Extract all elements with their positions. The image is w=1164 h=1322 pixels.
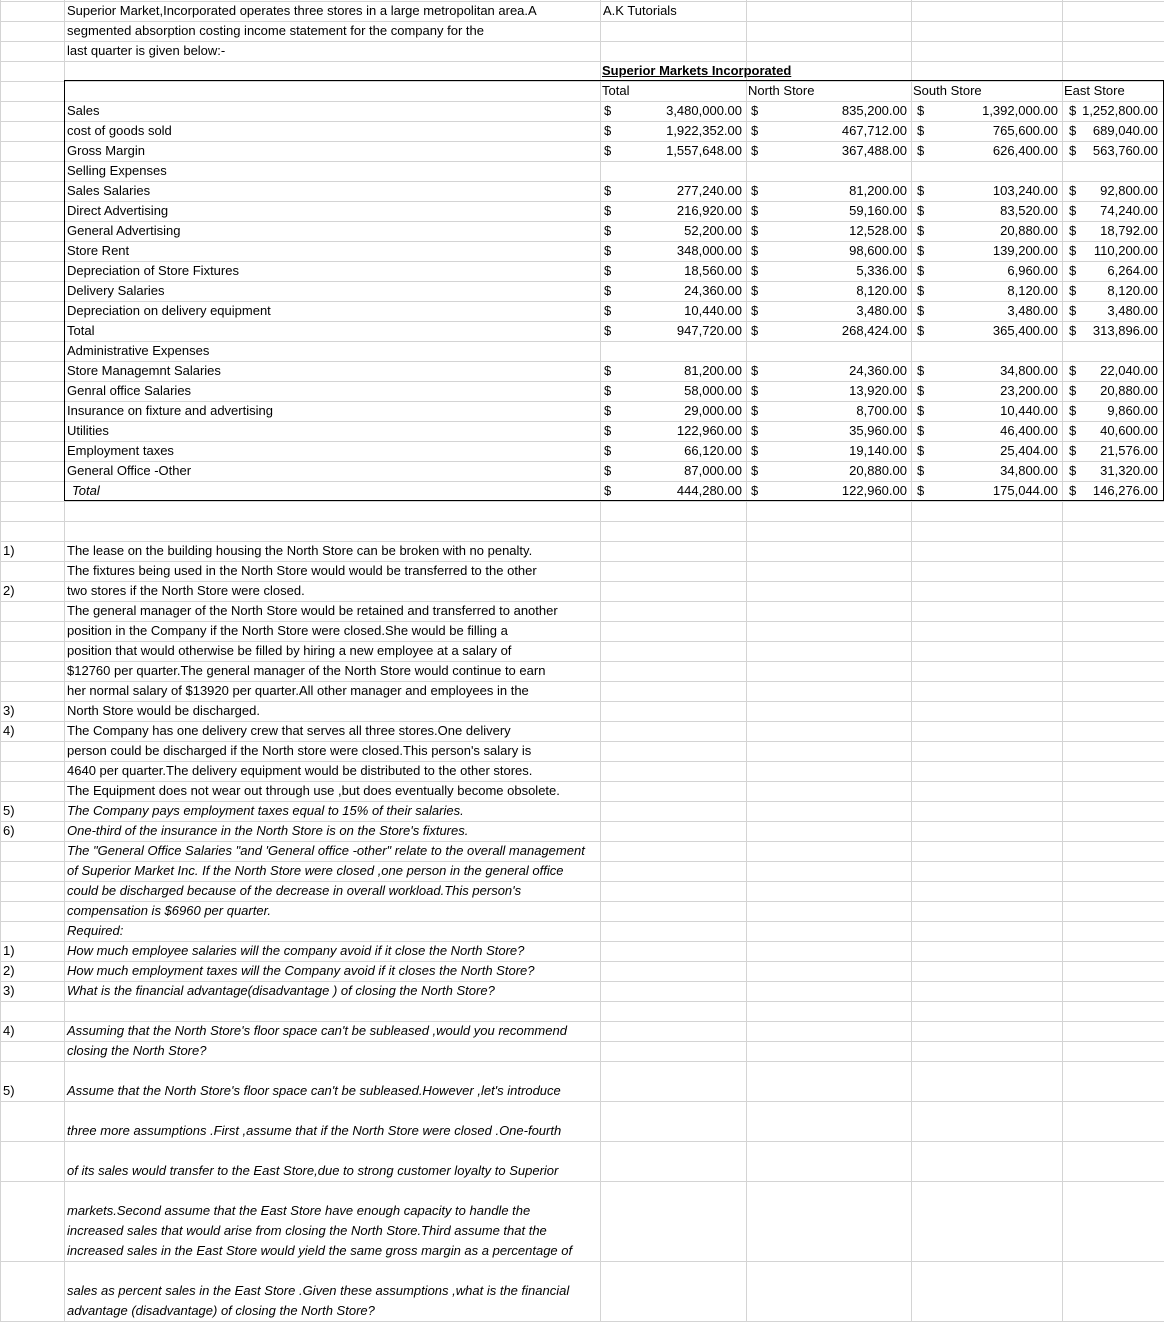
grid-col-line	[0, 0, 1, 1321]
note-marker: 5)	[3, 803, 15, 818]
row-label: General Office -Other	[67, 463, 192, 478]
value-total: 3,480,000.00	[666, 103, 742, 118]
note-text: The Company pays employment taxes equal to 15% of their salaries.	[67, 803, 464, 818]
note-text: How much employee salaries will the company avoid if it close the North Store?	[67, 943, 525, 958]
note-marker: 2)	[3, 963, 15, 978]
value-south: 3,480.00	[1007, 303, 1058, 318]
currency-symbol: $	[917, 323, 925, 338]
currency-symbol: $	[604, 363, 612, 378]
note-text: Assume that the North Store's floor space can't be subleased.However ,let's introduce	[67, 1083, 561, 1098]
currency-symbol: $	[917, 183, 925, 198]
row-label: Depreciation on delivery equipment	[67, 303, 271, 318]
note-text: two stores if the North Store were closed.	[67, 583, 305, 598]
value-north: 467,712.00	[841, 123, 907, 138]
note-marker: 6)	[3, 823, 15, 838]
note-marker: 1)	[3, 543, 15, 558]
row-label: Genral office Salaries	[67, 383, 192, 398]
value-east: 563,760.00	[1092, 143, 1158, 158]
note-marker: 3)	[3, 983, 15, 998]
currency-symbol: $	[917, 403, 925, 418]
currency-symbol: $	[604, 143, 612, 158]
currency-symbol: $	[604, 103, 612, 118]
note-text: sales as percent sales in the East Store .Given these assumptions ,what is the financial	[67, 1283, 570, 1298]
currency-symbol: $	[917, 103, 925, 118]
row-label: Administrative Expenses	[67, 343, 210, 358]
note-text: How much employment taxes will the Company avoid if it closes the North Store?	[67, 963, 535, 978]
currency-symbol: $	[751, 263, 759, 278]
value-total: 1,557,648.00	[666, 143, 742, 158]
value-north: 13,920.00	[849, 383, 907, 398]
currency-symbol: $	[1069, 323, 1077, 338]
currency-symbol: $	[751, 423, 759, 438]
value-east: 110,200.00	[1093, 243, 1158, 258]
currency-symbol: $	[1069, 143, 1077, 158]
column-header: East Store	[1064, 83, 1125, 98]
currency-symbol: $	[604, 403, 612, 418]
currency-symbol: $	[1069, 363, 1077, 378]
value-total: 66,120.00	[684, 443, 742, 458]
value-total: 122,960.00	[676, 423, 742, 438]
currency-symbol: $	[917, 263, 925, 278]
grid-col-line	[1062, 0, 1063, 1321]
value-total: 87,000.00	[684, 463, 742, 478]
value-east: 146,276.00	[1092, 483, 1158, 498]
value-total: 18,560.00	[684, 263, 742, 278]
note-text: Assuming that the North Store's floor space can't be subleased ,would you recommend	[67, 1023, 567, 1038]
row-label: Sales Salaries	[67, 183, 151, 198]
value-south: 139,200.00	[992, 243, 1058, 258]
value-south: 10,440.00	[1000, 403, 1058, 418]
author-tag: A.K Tutorials	[603, 3, 677, 18]
note-text: person could be discharged if the North store were closed.This person's salary is	[67, 743, 532, 758]
value-east: 22,040.00	[1100, 363, 1158, 378]
currency-symbol: $	[1069, 303, 1077, 318]
value-south: 20,880.00	[1000, 223, 1058, 238]
currency-symbol: $	[917, 383, 925, 398]
currency-symbol: $	[1069, 483, 1077, 498]
value-north: 8,700.00	[856, 403, 907, 418]
currency-symbol: $	[604, 243, 612, 258]
note-text: $12760 per quarter.The general manager of the North Store would continue to earn	[67, 663, 546, 678]
currency-symbol: $	[751, 323, 759, 338]
row-label: Store Rent	[67, 243, 130, 258]
row-label: Store Managemnt Salaries	[67, 363, 221, 378]
value-north: 19,140.00	[849, 443, 907, 458]
note-text: North Store would be discharged.	[67, 703, 260, 718]
value-east: 1,252,800.00	[1082, 103, 1158, 118]
grid-row-line	[0, 1061, 1164, 1062]
column-header: Total	[602, 83, 630, 98]
value-total: 348,000.00	[676, 243, 742, 258]
grid-row-line	[0, 1001, 1164, 1002]
grid-row-line	[0, 1261, 1164, 1262]
currency-symbol: $	[604, 183, 612, 198]
note-text: position in the Company if the North Store were closed.She would be filling a	[67, 623, 508, 638]
table-border-top	[64, 80, 1164, 81]
note-text: advantage (disadvantage) of closing the North Store?	[67, 1303, 375, 1318]
currency-symbol: $	[1069, 443, 1077, 458]
row-label: Sales	[67, 103, 100, 118]
value-east: 9,860.00	[1107, 403, 1158, 418]
value-east: 689,040.00	[1092, 123, 1158, 138]
value-total: 10,440.00	[684, 303, 742, 318]
value-north: 8,120.00	[856, 283, 907, 298]
currency-symbol: $	[604, 223, 612, 238]
value-south: 34,800.00	[1000, 363, 1058, 378]
value-east: 31,320.00	[1100, 463, 1158, 478]
value-north: 3,480.00	[856, 303, 907, 318]
currency-symbol: $	[917, 123, 925, 138]
grid-row-line	[0, 1101, 1164, 1102]
value-south: 626,400.00	[992, 143, 1058, 158]
currency-symbol: $	[751, 403, 759, 418]
currency-symbol: $	[1069, 383, 1077, 398]
column-header: South Store	[913, 83, 982, 98]
value-total: 52,200.00	[684, 223, 742, 238]
value-east: 92,800.00	[1100, 183, 1158, 198]
value-east: 3,480.00	[1107, 303, 1158, 318]
currency-symbol: $	[604, 303, 612, 318]
currency-symbol: $	[604, 483, 612, 498]
currency-symbol: $	[751, 183, 759, 198]
value-north: 35,960.00	[849, 423, 907, 438]
row-label: General Advertising	[67, 223, 181, 238]
currency-symbol: $	[751, 143, 759, 158]
intro-line: Superior Market,Incorporated operates three stores in a large metropolitan area.A	[67, 3, 537, 18]
value-east: 20,880.00	[1100, 383, 1158, 398]
note-text: The lease on the building housing the North Store can be broken with no penalty.	[67, 543, 533, 558]
currency-symbol: $	[604, 123, 612, 138]
value-north: 835,200.00	[841, 103, 907, 118]
note-text: compensation is $6960 per quarter.	[67, 903, 272, 918]
value-north: 5,336.00	[856, 263, 907, 278]
currency-symbol: $	[917, 463, 925, 478]
note-text: of its sales would transfer to the East Store,due to strong customer loyalty to Superior	[67, 1163, 559, 1178]
row-label: Direct Advertising	[67, 203, 169, 218]
currency-symbol: $	[917, 243, 925, 258]
note-marker: 1)	[3, 943, 15, 958]
currency-symbol: $	[751, 203, 759, 218]
table-border-left	[64, 80, 65, 500]
value-north: 20,880.00	[849, 463, 907, 478]
value-south: 365,400.00	[992, 323, 1058, 338]
currency-symbol: $	[917, 483, 925, 498]
currency-symbol: $	[917, 303, 925, 318]
currency-symbol: $	[751, 283, 759, 298]
grid-row-line	[0, 521, 1164, 522]
grid-row-line	[0, 61, 1164, 62]
value-total: 216,920.00	[676, 203, 742, 218]
note-text: could be discharged because of the decrease in overall workload.This person's	[67, 883, 522, 898]
currency-symbol: $	[604, 383, 612, 398]
currency-symbol: $	[751, 363, 759, 378]
currency-symbol: $	[604, 263, 612, 278]
currency-symbol: $	[1069, 223, 1077, 238]
currency-symbol: $	[751, 483, 759, 498]
currency-symbol: $	[751, 383, 759, 398]
currency-symbol: $	[1069, 183, 1077, 198]
value-total: 1,922,352.00	[666, 123, 742, 138]
value-south: 6,960.00	[1007, 263, 1058, 278]
value-south: 34,800.00	[1000, 463, 1058, 478]
row-label: Utilities	[67, 423, 109, 438]
row-label: Total	[67, 323, 95, 338]
value-north: 367,488.00	[841, 143, 907, 158]
currency-symbol: $	[604, 283, 612, 298]
value-east: 21,576.00	[1100, 443, 1158, 458]
currency-symbol: $	[604, 443, 612, 458]
currency-symbol: $	[1069, 103, 1077, 118]
currency-symbol: $	[751, 123, 759, 138]
note-text: position that would otherwise be filled by hiring a new employee at a salary of	[67, 643, 512, 658]
value-total: 444,280.00	[676, 483, 742, 498]
currency-symbol: $	[1069, 283, 1077, 298]
note-text: The Company has one delivery crew that serves all three stores.One delivery	[67, 723, 511, 738]
note-marker: 4)	[3, 1023, 15, 1038]
note-text: her normal salary of $13920 per quarter.All other manager and employees in the	[67, 683, 529, 698]
value-north: 12,528.00	[849, 223, 907, 238]
currency-symbol: $	[1069, 403, 1077, 418]
note-text: The Equipment does not wear out through use ,but does eventually become obsolete.	[67, 783, 560, 798]
row-label: Total	[72, 483, 100, 498]
value-south: 46,400.00	[1000, 423, 1058, 438]
currency-symbol: $	[917, 363, 925, 378]
currency-symbol: $	[604, 423, 612, 438]
row-label: Delivery Salaries	[67, 283, 165, 298]
note-text: increased sales in the East Store would yield the same gross margin as a percentage of	[67, 1243, 573, 1258]
value-north: 268,424.00	[841, 323, 907, 338]
note-text: What is the financial advantage(disadvantage ) of closing the North Store?	[67, 983, 495, 998]
value-total: 24,360.00	[684, 283, 742, 298]
value-east: 8,120.00	[1107, 283, 1158, 298]
currency-symbol: $	[917, 223, 925, 238]
currency-symbol: $	[604, 323, 612, 338]
note-marker: 4)	[3, 723, 15, 738]
currency-symbol: $	[1069, 203, 1077, 218]
row-label: Insurance on fixture and advertising	[67, 403, 273, 418]
currency-symbol: $	[1069, 123, 1077, 138]
value-east: 74,240.00	[1100, 203, 1158, 218]
value-south: 25,404.00	[1000, 443, 1058, 458]
note-text: increased sales that would arise from closing the North Store.Third assume that the	[67, 1223, 547, 1238]
note-text: The "General Office Salaries "and 'General office -other" relate to the overall management	[67, 843, 585, 858]
row-label: Gross Margin	[67, 143, 146, 158]
currency-symbol: $	[604, 463, 612, 478]
note-text: Required:	[67, 923, 124, 938]
grid-row-line	[0, 1181, 1164, 1182]
row-label: cost of goods sold	[67, 123, 172, 138]
value-south: 1,392,000.00	[982, 103, 1058, 118]
column-header: North Store	[748, 83, 815, 98]
note-text: closing the North Store?	[67, 1043, 207, 1058]
value-south: 83,520.00	[1000, 203, 1058, 218]
currency-symbol: $	[1069, 263, 1077, 278]
currency-symbol: $	[917, 143, 925, 158]
currency-symbol: $	[1069, 423, 1077, 438]
value-total: 58,000.00	[684, 383, 742, 398]
currency-symbol: $	[604, 203, 612, 218]
value-north: 98,600.00	[849, 243, 907, 258]
value-total: 81,200.00	[684, 363, 742, 378]
currency-symbol: $	[917, 203, 925, 218]
value-total: 29,000.00	[684, 403, 742, 418]
note-text: three more assumptions .First ,assume that if the North Store were closed .One-fourth	[67, 1123, 562, 1138]
note-marker: 3)	[3, 703, 15, 718]
value-south: 8,120.00	[1007, 283, 1058, 298]
note-text: 4640 per quarter.The delivery equipment would be distributed to the other stores.	[67, 763, 533, 778]
intro-line: segmented absorption costing income statement for the company for the	[67, 23, 484, 38]
grid-row-line	[0, 1141, 1164, 1142]
value-south: 23,200.00	[1000, 383, 1058, 398]
grid-row-line	[0, 501, 1164, 502]
row-label: Depreciation of Store Fixtures	[67, 263, 239, 278]
intro-line: last quarter is given below:-	[67, 43, 226, 58]
currency-symbol: $	[1069, 463, 1077, 478]
value-east: 18,792.00	[1100, 223, 1158, 238]
currency-symbol: $	[751, 103, 759, 118]
value-total: 947,720.00	[676, 323, 742, 338]
value-north: 59,160.00	[849, 203, 907, 218]
value-north: 81,200.00	[849, 183, 907, 198]
row-label: Selling Expenses	[67, 163, 167, 178]
value-south: 175,044.00	[992, 483, 1058, 498]
value-south: 765,600.00	[992, 123, 1058, 138]
note-text: markets.Second assume that the East Store have enough capacity to handle the	[67, 1203, 531, 1218]
value-east: 40,600.00	[1100, 423, 1158, 438]
currency-symbol: $	[751, 463, 759, 478]
note-marker: 2)	[3, 583, 15, 598]
value-north: 122,960.00	[841, 483, 907, 498]
currency-symbol: $	[917, 443, 925, 458]
value-total: 277,240.00	[676, 183, 742, 198]
value-north: 24,360.00	[849, 363, 907, 378]
currency-symbol: $	[751, 443, 759, 458]
currency-symbol: $	[917, 423, 925, 438]
value-east: 6,264.00	[1107, 263, 1158, 278]
note-marker: 5)	[3, 1083, 15, 1098]
note-text: The general manager of the North Store would be retained and transferred to another	[67, 603, 558, 618]
value-south: 103,240.00	[992, 183, 1058, 198]
note-text: One-third of the insurance in the North Store is on the Store's fixtures.	[67, 823, 469, 838]
value-east: 313,896.00	[1092, 323, 1158, 338]
currency-symbol: $	[751, 243, 759, 258]
grid-col-line	[911, 0, 912, 1321]
currency-symbol: $	[751, 303, 759, 318]
currency-symbol: $	[751, 223, 759, 238]
note-text: The fixtures being used in the North Store would would be transferred to the other	[67, 563, 537, 578]
currency-symbol: $	[917, 283, 925, 298]
grid-col-line	[746, 0, 747, 1321]
statement-title: Superior Markets Incorporated	[602, 63, 792, 78]
row-label: Employment taxes	[67, 443, 174, 458]
currency-symbol: $	[1069, 243, 1077, 258]
note-text: of Superior Market Inc. If the North Store were closed ,one person in the general office	[67, 863, 564, 878]
